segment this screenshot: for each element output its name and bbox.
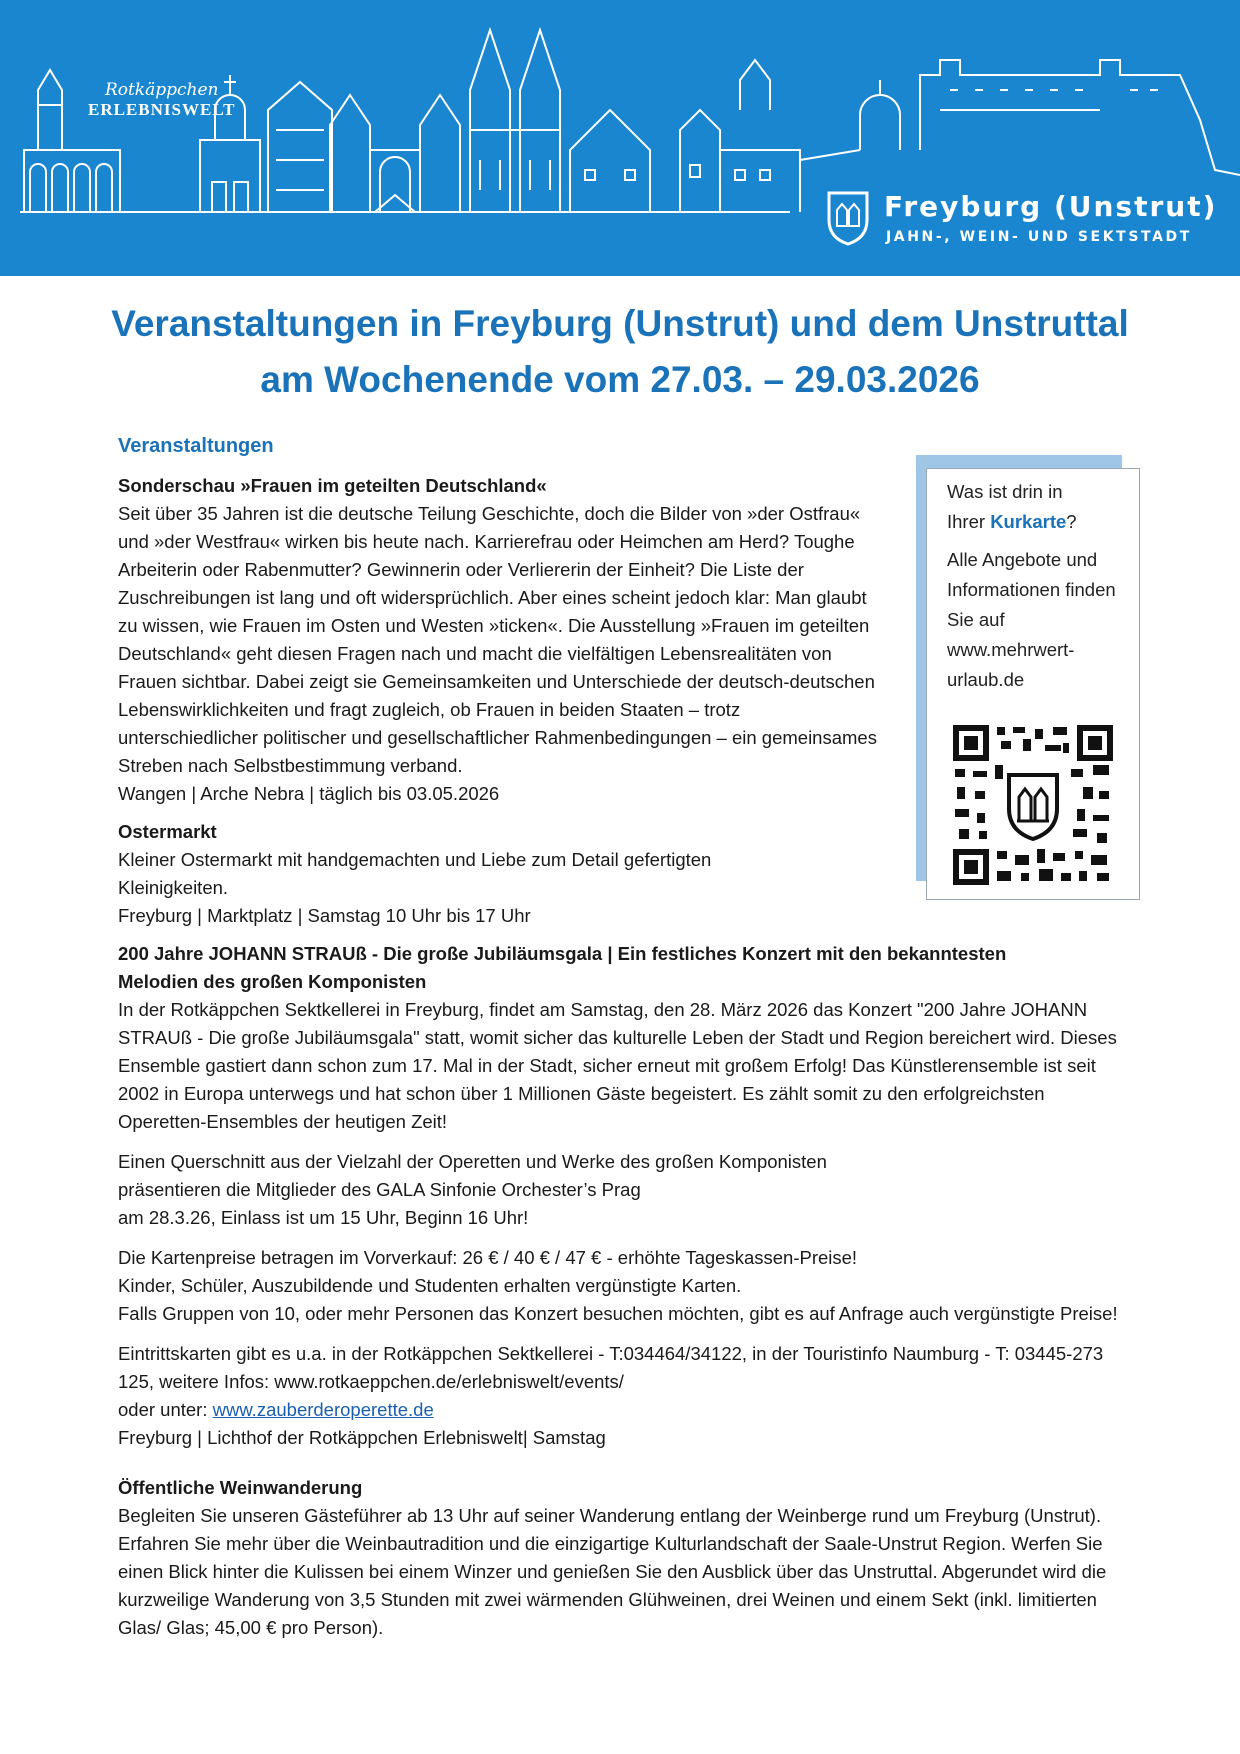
header-banner	[0, 0, 1240, 276]
kurkarte-line-2-pre: Ihrer	[947, 511, 991, 532]
event-description: Begleiten Sie unseren Gästeführer ab 13 Uhr auf seiner Wanderung entlang der Weinberge rund um Freyburg (Unstrut). Erfahren Sie mehr über die Weinbautradition und die einzigartige Kulturlandschaft der Saale-Unstrut Region. Werfen Sie einen Blick hinter die Kulissen bei einem Winzer und genießen Sie den Ausblick über das Unstruttal. Abgerundet wird die kurzweilige Wanderung von 3,5 Stunden mit zwei wärmenden Glühweinen, drei Weinen und einem Sekt (inkl. limitierten Glas/ Glas; 45,00 € pro Person).	[118, 1505, 1107, 1638]
city-name: Freyburg (Unstrut)	[884, 190, 1218, 223]
event-prices-line-3: Falls Gruppen von 10, oder mehr Personen das Konzert besuchen möchten, gibt es auf Anfrage auch vergünstigte Preise!	[118, 1303, 1118, 1324]
event-description: In der Rotkäppchen Sektkellerei in Freyburg, findet am Samstag, den 28. März 2026 das Konzert "200 Jahre JOHANN STRAUß - Die große Jubiläumsgala" statt, womit sicher das kulturelle Leben der Stadt und Region bereichert wird. Dieses Ensemble gastiert dann schon zum 17. Mal in der Stadt, sicher erneut mit großem Erfolg! Das Künstlerensemble ist seit 2002 in Europa unterwegs und hat schon über 1 Millionen Gäste begeistert. Es zählt somit zu den erfolgreichsten Operetten-Ensembles der heutigen Zeit!	[118, 999, 1117, 1132]
event-program-line-2: präsentieren die Mitglieder des GALA Sinfonie Orchester’s Prag	[118, 1179, 641, 1200]
event-description: Seit über 35 Jahren ist die deutsche Teilung Geschichte, doch die Bilder von »der Ostfrau« und »der Westfrau« wirken bis heute nach. Karrierefrau oder Heimchen am Herd? Toughe Arbeiterin oder Rabenmutter? Gewinnerin oder Verliererin der Einheit? Die Liste der Zuschreibungen ist lang und oft widersprüchlich. Aber eines scheint jedoch klar: Man glaubt zu wissen, wie Frauen im Osten und Westen »ticken«. Die Ausstellung »Frauen im geteilten Deutschland« geht diesen Fragen nach und macht die vielfältigen Lebensrealitäten von Frauen sichtbar. Dabei zeigt sie Gemeinsamkeiten und Unterschiede der deutsch-deutschen Lebenswirklichkeiten und fragt zugleich, ob Frauen in beiden Staaten – trotz unterschiedlicher politischer und gesellschaftlicher Rahmenbedingungen – ein gemeinsames Streben nach Selbstbestimmung verband.	[118, 503, 877, 776]
event-prices-line-2: Kinder, Schüler, Auszubildende und Studenten erhalten vergünstigte Karten.	[118, 1275, 742, 1296]
event-title: 200 Jahre JOHANN STRAUß - Die große Jubiläumsgala | Ein festliches Konzert mit den bekanntesten Melodien des großen Komponisten	[118, 943, 1007, 992]
event-program-line-1: Einen Querschnitt aus der Vielzahl der Operetten und Werke des großen Komponisten	[118, 1151, 827, 1172]
kurkarte-line-2-post: ?	[1066, 511, 1077, 532]
main-content	[118, 432, 1118, 1652]
event-title: Sonderschau »Frauen im geteilten Deutschland«	[118, 475, 547, 496]
event-title: Öffentliche Weinwanderung	[118, 1477, 363, 1498]
event-tickets-line: Eintrittskarten gibt es u.a. in der Rotkäppchen Sektkellerei - T:034464/34122, in der Touristinfo Naumburg - T: 03445-273 125, weitere Infos: www.rotkaeppchen.de/erlebniswelt/events/	[118, 1343, 1104, 1392]
brand-caps-text: ERLEBNISWELT	[88, 100, 236, 119]
operette-website-link[interactable]: www.zauberderoperette.de	[212, 1399, 434, 1420]
link-prefix: oder unter:	[118, 1399, 213, 1420]
event-info: Wangen | Arche Nebra | täglich bis 03.05.2026	[118, 783, 500, 804]
city-tagline: JAHN-, WEIN- UND SEKTSTADT	[886, 229, 1192, 245]
event-prices-line-1: Die Kartenpreise betragen im Vorverkauf: 26 € / 40 € / 47 € - erhöhte Tageskassen-Preise!	[118, 1247, 858, 1268]
event-info: Freyburg | Lichthof der Rotkäppchen Erlebniswelt| Samstag	[118, 1427, 606, 1448]
kurkarte-word: Kurkarte	[990, 511, 1067, 532]
section-heading: Veranstaltungen	[118, 435, 274, 457]
kurkarte-line-3: Alle Angebote und Informationen finden Sie auf www.mehrwert-urlaub.de	[947, 549, 1116, 690]
event-strauss-gala	[118, 940, 1118, 1452]
kurkarte-line-1: Was ist drin in	[947, 481, 1063, 502]
event-weinwanderung	[118, 1474, 1118, 1642]
city-crest-icon	[826, 190, 870, 246]
page-title	[0, 296, 1240, 408]
event-link-line	[118, 1396, 1118, 1424]
rotkaeppchen-logo	[88, 80, 235, 120]
title-line-1: Veranstaltungen in Freyburg (Unstrut) und dem Unstruttal	[111, 303, 1129, 344]
title-line-2: am Wochenende vom 27.03. – 29.03.2026	[260, 359, 980, 400]
event-sonderschau	[118, 472, 878, 808]
event-program-line-3: am 28.3.26, Einlass ist um 15 Uhr, Beginn 16 Uhr!	[118, 1207, 529, 1228]
event-info: Freyburg | Marktplatz | Samstag 10 Uhr bis 17 Uhr	[118, 905, 531, 926]
event-ostermarkt	[118, 818, 818, 930]
brand-script-text: Rotkäppchen	[104, 80, 219, 100]
event-description: Kleiner Ostermarkt mit handgemachten und Liebe zum Detail gefertigten Kleinigkeiten.	[118, 849, 712, 898]
event-title: Ostermarkt	[118, 821, 217, 842]
